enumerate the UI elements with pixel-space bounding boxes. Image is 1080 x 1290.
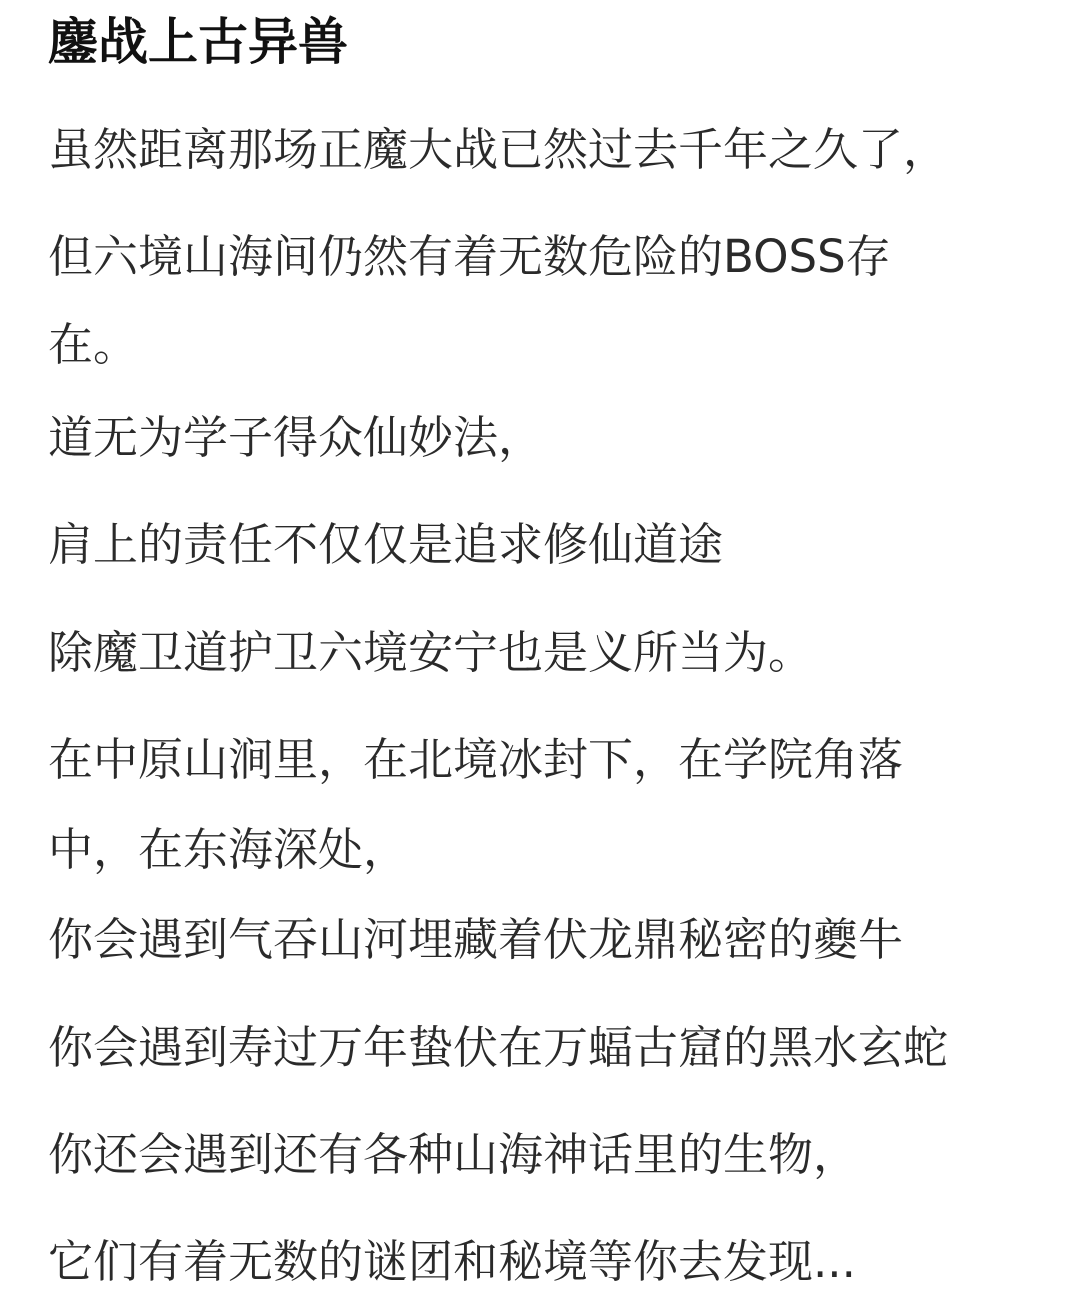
paragraph-line: 道无为学子得众仙妙法，	[48, 411, 544, 464]
paragraph-line: 中，在东海深处，	[48, 823, 409, 876]
paragraph-line: 你还会遇到还有各种山海神话里的生物，	[48, 1128, 859, 1181]
paragraph-line: 在中原山涧里，在北境冰封下，在学院角落	[48, 733, 904, 786]
paragraph-line: 你会遇到寿过万年蛰伏在万蝠古窟的黑水玄蛇	[48, 1021, 949, 1074]
paragraph-line: 它们有着无数的谜团和秘境等你去发现...	[48, 1235, 856, 1288]
paragraph-line: 除魔卫道护卫六境安宁也是义所当为。	[48, 626, 814, 679]
paragraph-line: 在。	[48, 318, 139, 371]
paragraph-line: 但六境山海间仍然有着无数危险的BOSS存	[48, 230, 891, 283]
paragraph-line: 虽然距离那场正魔大战已然过去千年之久了，	[48, 123, 949, 176]
paragraph-line: 你会遇到气吞山河埋藏着伏龙鼎秘密的夔牛	[48, 913, 904, 966]
article-title: 鏖战上古异兽	[48, 13, 348, 71]
paragraph-line: 肩上的责任不仅仅是追求修仙道途	[48, 518, 724, 571]
